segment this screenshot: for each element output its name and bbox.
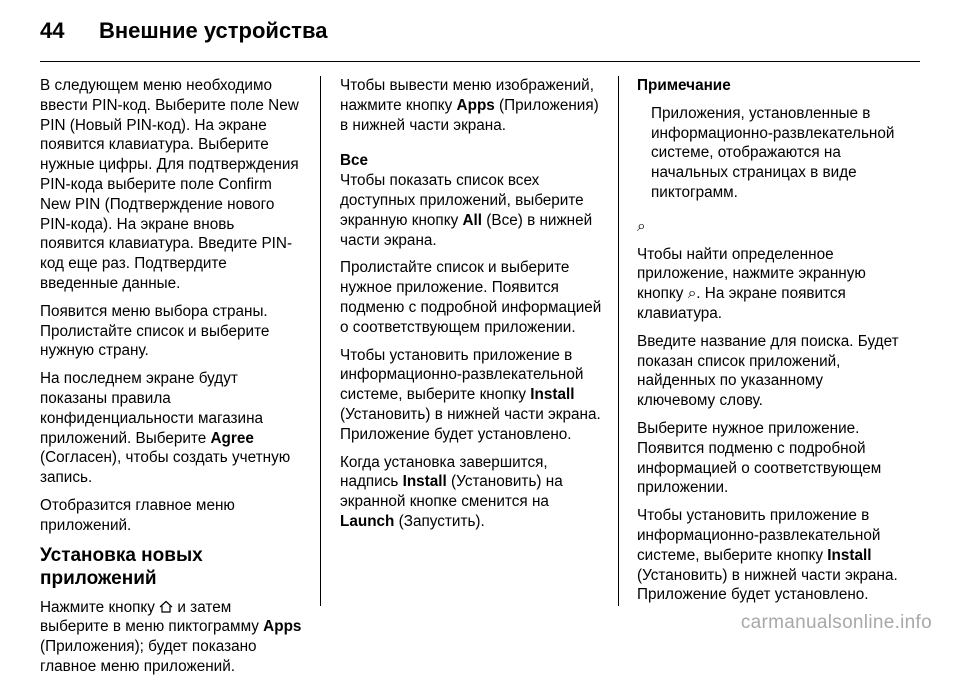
apps-label: Apps — [456, 96, 495, 114]
paragraph-search-list: Введите название для поиска. Будет показан список приложений, найденных по указанному ключевому слову. — [637, 332, 899, 410]
install-label: Install — [530, 386, 575, 404]
paragraph-scroll-list: Пролистайте список и выберите нужное приложение. Появится подменю с подробной информацией о соответствующем приложении. — [340, 259, 602, 336]
all-label: All — [462, 211, 483, 229]
subsection-title-all: Все — [340, 152, 369, 170]
paragraph-install: Чтобы установить приложение в информационно-развлекательной системе, выберите кнопку Install (Установить) в нижней части экрана. Приложение будет установлено. — [340, 346, 601, 443]
paragraph-launch: Когда установка завершится, надпись Install (Установить) на экранной кнопке сменится на Launch (Запустить). — [340, 453, 563, 530]
paragraph-search: Чтобы найти определенное приложение, нажмите экранную кнопку ⌕. На экране появится клавиатура. — [637, 245, 866, 322]
column-divider-1 — [320, 76, 321, 606]
column-1 — [40, 76, 302, 685]
column-2 — [340, 76, 602, 540]
apps-label: Apps — [263, 618, 302, 636]
paragraph-country: Появится меню выбора страны. Пролистайте список и выберите нужную страну. — [40, 302, 270, 360]
paragraph-apps: Нажмите кнопку и затем выберите в меню пиктограмму Apps (Приложения); будет показано главное меню приложений. — [40, 598, 302, 675]
paragraph-all: Чтобы показать список всех доступных приложений, выберите экранную кнопку All (Все) в нижней части экрана. — [340, 172, 593, 249]
page-number: 44 — [40, 18, 65, 43]
search-icon: ⌕ — [687, 285, 697, 303]
column-divider-2 — [618, 76, 619, 606]
install-label: Install — [402, 473, 447, 491]
paragraph-install: Чтобы установить приложение в информационно-развлекательной системе, выберите кнопку Install (Установить) в нижней части экрана. Приложение будет установлено. — [637, 507, 898, 604]
section-title: Установка новых приложений — [40, 544, 203, 589]
column-3 — [637, 76, 905, 613]
note-title: Примечание — [637, 77, 731, 94]
search-icon: ⌕ — [637, 217, 646, 235]
page-header — [40, 18, 327, 48]
header-rule — [40, 61, 920, 62]
paragraph-privacy: На последнем экране будут показаны правила конфиденциальности магазина приложений. Выберите Agree (Согласен), чтобы создать учетную запись. — [40, 370, 291, 487]
launch-label: Launch — [340, 512, 395, 530]
agree-label: Agree — [210, 429, 254, 447]
watermark: carmanualsonline.info — [740, 612, 932, 633]
home-icon — [159, 598, 173, 618]
paragraph-select-app: Выберите нужное приложение. Появится подменю с подробной информацией о соответствующем приложении. — [637, 419, 882, 497]
paragraph-pin: В следующем меню необходимо ввести PIN-код. Выберите поле New PIN (Новый PIN-код). На экране появится клавиатура. Выберите нужные цифры. Для подтверждения PIN-кода выберите поле Confirm New PIN (Подтверждение нового PIN-кода). На экране вновь появится клавиатура. Введите PIN-код еще раз. Подтвердите введенные данные. — [40, 77, 299, 292]
install-label: Install — [827, 546, 872, 564]
page-title: Внешние устройства — [98, 18, 328, 43]
paragraph-main-menu: Отобразится главное меню приложений. — [40, 496, 235, 534]
note-body: Приложения, установленные в информационно-развлекательной системе, отображаются на начальных страницах в виде пиктограмм. — [651, 104, 895, 201]
paragraph-images: Чтобы вывести меню изображений, нажмите кнопку Apps (Приложения) в нижней части экрана. — [340, 77, 599, 134]
